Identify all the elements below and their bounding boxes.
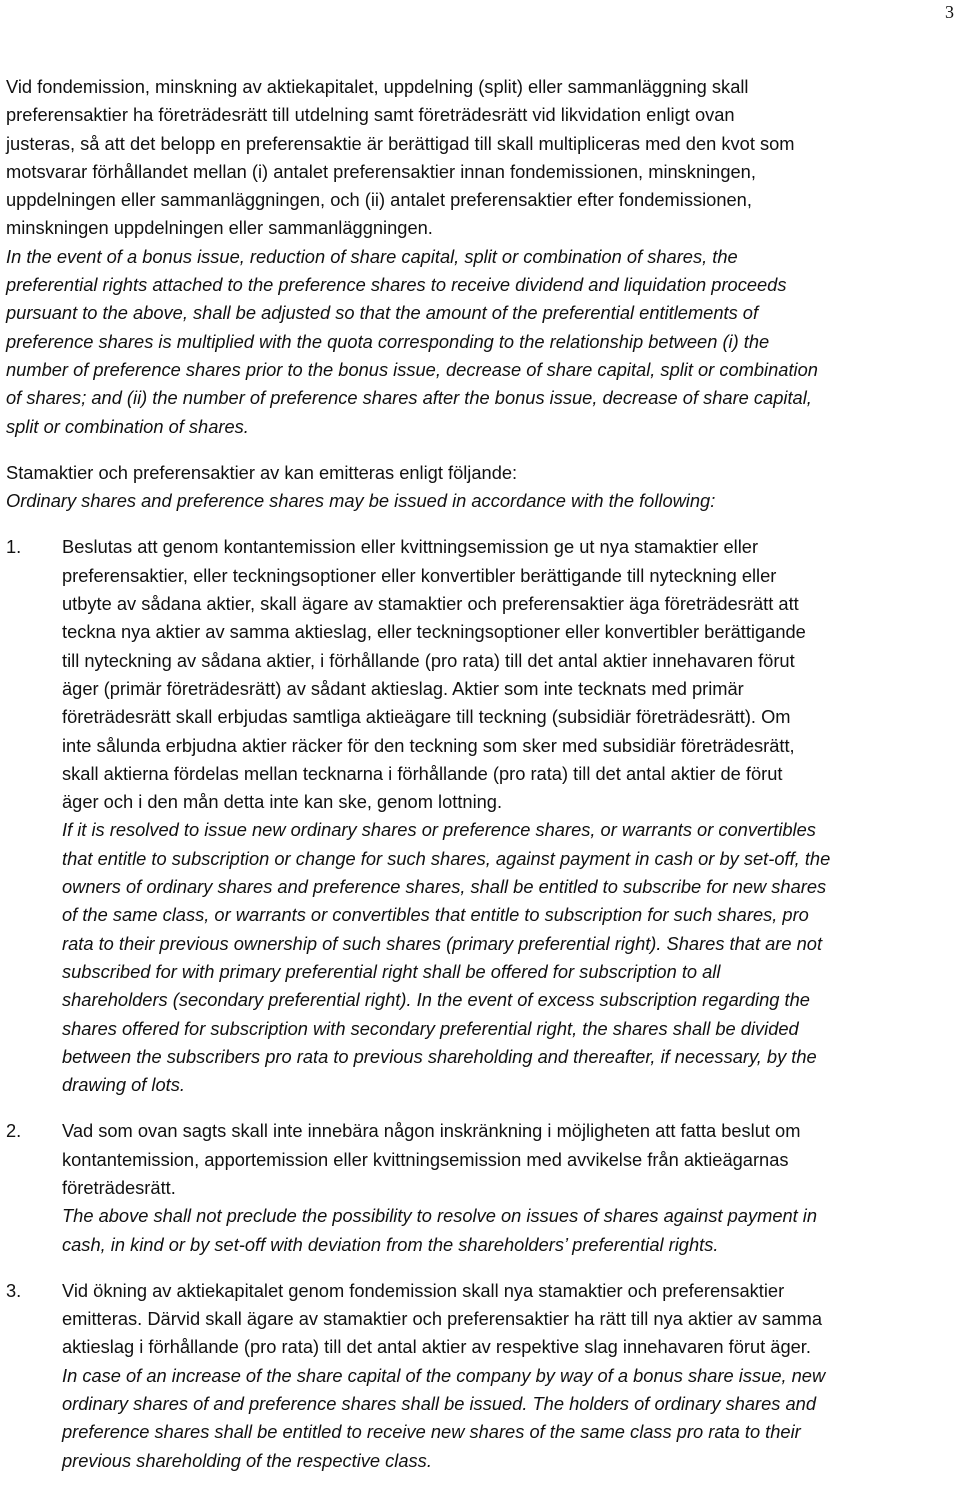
item-text-sv [62, 533, 954, 816]
text-line: preferensaktier, eller teckningsoptioner eller konvertibler berättigande till nyteckning eller [62, 564, 777, 586]
text-line: rata to their previous ownership of such shares (primary preferential right). Shares that are not [62, 932, 823, 954]
item-number: 1. [6, 536, 22, 558]
text-line: ordinary shares of and preference shares shall be issued. The holders of ordinary shares and [62, 1393, 817, 1415]
list-item-1 [6, 533, 954, 1099]
item-text-sv [62, 1277, 954, 1362]
text-line: number of preference shares prior to the bonus issue, decrease of share capital, split or combination [6, 358, 818, 380]
text-line: justeras, så att det belopp en preferensaktie är berättigad till skall multipliceras med den kvot som [6, 132, 795, 154]
text-line: motsvarar förhållandet mellan (i) antalet preferensaktier innan fondemissionen, minskningen, [6, 160, 756, 182]
text-line: that entitle to subscription or change for such shares, against payment in cash or by set-off, the [62, 847, 831, 869]
item-text-sv [62, 1117, 954, 1202]
item-text-en [62, 816, 954, 1099]
text-line: shareholders (secondary preferential right). In the event of excess subscription regarding the [62, 989, 810, 1011]
text-line: preferential rights attached to the preference shares to receive dividend and liquidation proceeds [6, 274, 787, 296]
text-line: företrädesrätt. [62, 1176, 176, 1198]
list-item-2 [6, 1117, 954, 1258]
text-line: Vad som ovan sagts skall inte innebära någon inskränkning i möjligheten att fatta beslut om [62, 1120, 801, 1142]
item-text-en [62, 1202, 954, 1259]
text-line: utbyte av sådana aktier, skall ägare av stamaktier och preferensaktier äga företrädesrätt att [62, 593, 799, 615]
text-line: uppdelningen eller sammanläggningen, och (ii) antalet preferensaktier efter fondemissionen, [6, 189, 752, 211]
text-line: företrädesrätt skall erbjudas samtliga aktieägare till teckning (subsidiär företrädesrätt). Om [62, 706, 791, 728]
text-line: owners of ordinary shares and preference shares, shall be entitled to subscribe for new shares [62, 876, 827, 898]
page-number: 3 [945, 2, 954, 22]
text-line: previous shareholding of the respective class. [62, 1449, 432, 1471]
text-line: If it is resolved to issue new ordinary shares or preference shares, or warrants or convertibles [62, 819, 816, 841]
text-line: of shares; and (ii) the number of preference shares after the bonus issue, decrease of share capital, [6, 387, 812, 409]
text-line: aktieslag i förhållande (pro rata) till det antal aktier av respektive slag innehavaren förut äger. [62, 1336, 811, 1358]
text-line: cash, in kind or by set-off with deviation from the shareholders’ preferential rights. [62, 1233, 719, 1255]
text-line: between the subscribers pro rata to previous shareholding and thereafter, if necessary, by the [62, 1045, 817, 1067]
intro-paragraph-en [6, 243, 954, 441]
text-line: Vid fondemission, minskning av aktiekapitalet, uppdelning (split) eller sammanläggning skall [6, 76, 749, 97]
text-line: of the same class, or warrants or convertibles that entitle to subscription for such shares, pro [62, 904, 809, 926]
text-line: minskningen uppdelningen eller sammanläggningen. [6, 217, 433, 239]
text-line: preference shares shall be entitled to receive new shares of the same class pro rata to their [62, 1421, 801, 1443]
text-line: skall aktierna fördelas mellan tecknarna i förhållande (pro rata) till det antal aktier de förut [62, 762, 783, 784]
item-number: 3. [6, 1279, 22, 1301]
text-line: In case of an increase of the share capital of the company by way of a bonus share issue, new [62, 1364, 826, 1386]
text-line: teckna nya aktier av samma aktieslag, eller teckningsoptioner eller konvertibler berättigande [62, 621, 806, 643]
text-line: preference shares is multiplied with the quota corresponding to the relationship between (i) the [6, 330, 770, 352]
item-number: 2. [6, 1120, 22, 1142]
text-line: inte sålunda erbjudna aktier räcker för den teckning som sker med subsidiär företrädesrätt, [62, 734, 795, 756]
item-text-en [62, 1362, 954, 1475]
text-line: In the event of a bonus issue, reduction of share capital, split or combination of shares, the [6, 245, 738, 267]
text-line: till nyteckning av sådana aktier, i förhållande (pro rata) till det antal aktier innehavaren förut [62, 649, 795, 671]
text-line: Vid ökning av aktiekapitalet genom fondemission skall nya stamaktier och preferensaktier [62, 1279, 785, 1301]
text-line: shares offered for subscription with secondary preferential right, the shares shall be divided [62, 1017, 799, 1039]
text-line: äger och i den mån detta inte kan ske, genom lottning. [62, 791, 503, 813]
text-line: subscribed for with primary preferential right shall be offered for subscription to all [62, 960, 721, 982]
text-line: äger (primär företrädesrätt) av sådant aktieslag. Aktier som inte tecknats med primär [62, 677, 744, 699]
text-line: pursuant to the above, shall be adjusted so that the amount of the preferential entitlements of [6, 302, 759, 324]
text-line: Beslutas att genom kontantemission eller kvittningsemission ge ut nya stamaktier eller [62, 536, 759, 558]
text-line: kontantemission, apportemission eller kvittningsemission med avvikelse från aktieägarnas [62, 1148, 789, 1170]
issue-heading [6, 459, 954, 516]
text-line: split or combination of shares. [6, 415, 249, 437]
text-line: The above shall not preclude the possibility to resolve on issues of shares against payment in [62, 1205, 818, 1227]
heading-en: Ordinary shares and preference shares may be issued in accordance with the following: [6, 490, 716, 512]
text-line: drawing of lots. [62, 1074, 185, 1096]
intro-paragraph-sv [6, 73, 954, 243]
heading-sv: Stamaktier och preferensaktier av kan emitteras enligt följande: [6, 461, 518, 483]
list-item-3 [6, 1277, 954, 1475]
text-line: preferensaktier ha företrädesrätt till utdelning samt företrädesrätt vid likvidation enligt ovan [6, 104, 735, 126]
document-body [6, 73, 954, 1475]
text-line: emitteras. Därvid skall ägare av stamaktier och preferensaktier ha rätt till nya aktier av samma [62, 1308, 822, 1330]
